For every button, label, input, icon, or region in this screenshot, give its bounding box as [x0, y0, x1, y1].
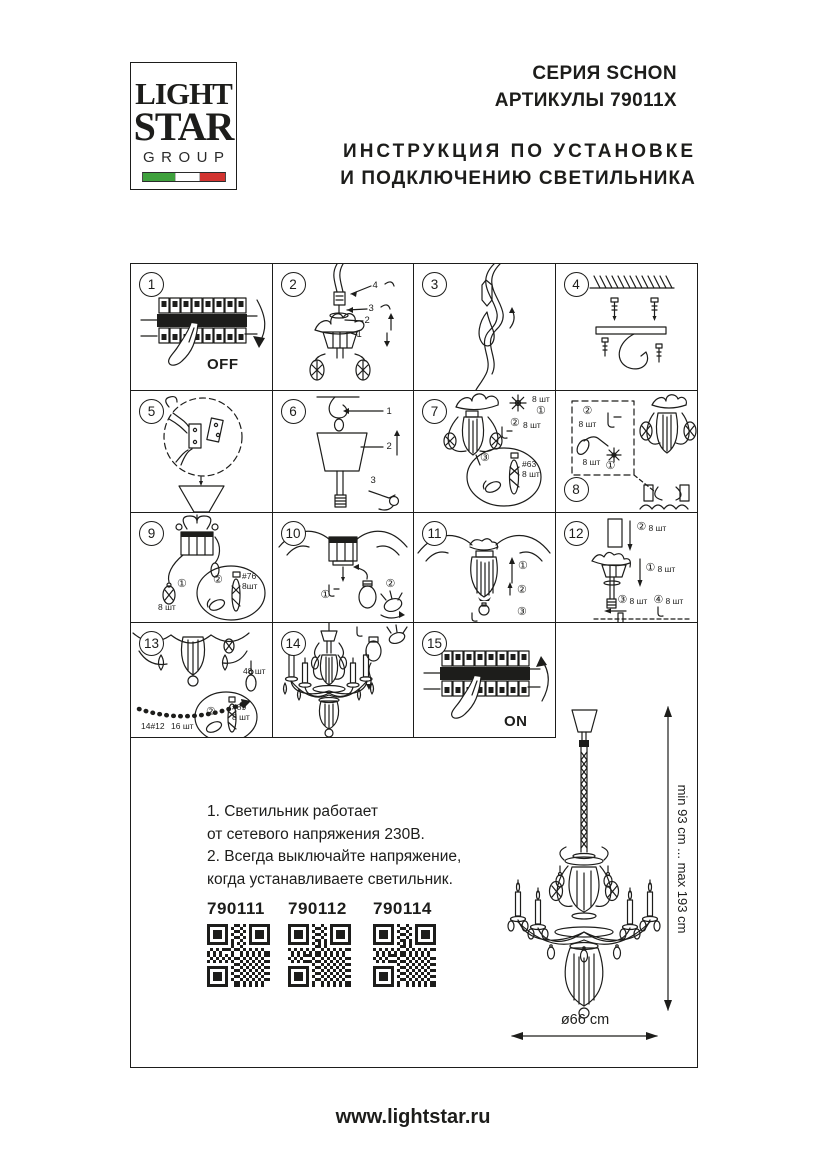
- qty-3-label: 8 шт: [522, 469, 540, 479]
- ref-1-circle: ①: [177, 578, 187, 590]
- logo-light-text: LIGHT: [135, 76, 232, 111]
- note-line-4: когда устанавливаете светильник.: [207, 870, 453, 888]
- hand-with-bulb-icon: [357, 625, 407, 690]
- step-5-number: 5: [139, 399, 164, 424]
- bulb-drawing: [353, 564, 376, 608]
- step-2-cell: [273, 264, 415, 391]
- qty-1-label: 8 шт: [582, 457, 601, 467]
- hand-turning-icon: [381, 591, 405, 618]
- italian-flag-icon: [142, 172, 226, 182]
- instruction-title-line1: ИНСТРУКЦИЯ ПО УСТАНОВКЕ: [343, 141, 696, 162]
- ref-1-circle: ①: [320, 589, 331, 601]
- part-89-label: #89: [232, 702, 247, 712]
- part-1-label: 1: [386, 406, 392, 417]
- qty-1-label: 8 шт: [657, 564, 676, 574]
- flag-white-band: [175, 173, 200, 181]
- chandelier-centerpiece-drawing: [640, 395, 696, 509]
- diameter-dimension-arrow: [511, 1032, 658, 1040]
- qty-2-label: 8 шт: [523, 420, 541, 430]
- logo-star-text: STAR: [133, 104, 234, 149]
- wiring-detail-magnifier: [164, 397, 242, 476]
- step-1-cell: [131, 264, 273, 391]
- lyre-body-drawing: [444, 394, 502, 455]
- step-2-number: 2: [281, 272, 306, 297]
- qty-2-label: 8 шт: [648, 523, 667, 533]
- starburst-icon: [510, 395, 526, 411]
- qty-2-label: 8шт: [242, 581, 258, 591]
- ribbed-vase-drawing: [418, 536, 550, 622]
- step-4-cell: [556, 264, 698, 391]
- flag-green-band: [143, 173, 175, 181]
- ceiling-hatch: [590, 276, 674, 288]
- candle-arm-1: [508, 880, 528, 931]
- ref-3-circle: ③: [517, 606, 527, 618]
- note-line-3: 2. Всегда выключайте напряжение,: [207, 848, 462, 865]
- ref-2-circle: ②: [213, 574, 223, 586]
- step-6-cell: [273, 391, 415, 513]
- article-790112: [288, 899, 358, 987]
- step-12-cell: [556, 513, 698, 623]
- step-8-number: 8: [564, 477, 589, 502]
- part-3-label: 3: [370, 475, 376, 486]
- ref-2-circle: ②: [582, 405, 593, 417]
- screws-and-bracket: [596, 298, 666, 369]
- candle-arm-3: [620, 888, 640, 939]
- step-1-number: 1: [139, 272, 164, 297]
- hook-screw-icon: [658, 607, 663, 616]
- step-5-cell: [131, 391, 273, 513]
- step-13-number: 13: [139, 631, 164, 656]
- step-9-cell: [131, 513, 273, 623]
- step-14-number: 14: [281, 631, 306, 656]
- qr-code: [288, 924, 351, 987]
- qr-code: [207, 924, 270, 987]
- direction-arrows: [508, 557, 516, 595]
- candle-arm-4: [640, 880, 660, 931]
- qty-4-label: 8 шт: [665, 596, 684, 606]
- ref-2-circle: ②: [636, 521, 647, 533]
- ref-2-circle: ②: [385, 578, 396, 590]
- flag-red-band: [200, 173, 225, 181]
- step-9-number: 9: [139, 521, 164, 546]
- ref-2-circle: ②: [517, 584, 527, 596]
- article-790114: [373, 899, 443, 987]
- ref-2-circle: ②: [206, 706, 216, 718]
- step-8-cell: [556, 391, 698, 513]
- pointing-hand-icon: [169, 323, 198, 365]
- ref-4-circle: ④: [653, 594, 664, 606]
- logo-group-text: GROUP: [142, 149, 231, 166]
- step-3-number: 3: [422, 272, 447, 297]
- ref-3-circle: ③: [617, 594, 628, 606]
- website-url: www.lightstar.ru: [335, 1106, 491, 1128]
- cable-with-link-drawing: [476, 264, 515, 390]
- step-13-cell: [131, 623, 273, 738]
- qty-1-label: 8 шт: [532, 394, 550, 404]
- canopy-cone-drawing: [179, 477, 224, 512]
- step-15-number: 15: [422, 631, 447, 656]
- chain-qty-label: 16 шт: [171, 721, 194, 731]
- article-790111: [207, 899, 277, 987]
- part-1-label: 1: [356, 329, 362, 340]
- ref-1-circle: ①: [536, 405, 546, 417]
- article-code: 790112: [288, 899, 347, 918]
- chandelier-drawing: [508, 710, 660, 1018]
- series-title: СЕРИЯ SCHON: [532, 63, 677, 84]
- article-code: 790114: [373, 899, 432, 918]
- pointing-hand-icon: [452, 676, 481, 718]
- part-2-label: 2: [364, 315, 370, 326]
- instruction-title-line2: И ПОДКЛЮЧЕНИЮ СВЕТИЛЬНИКА: [340, 168, 696, 189]
- part-63-label: #63: [522, 459, 537, 469]
- part-3-label: 3: [368, 303, 374, 314]
- step-14-cell: [273, 623, 415, 738]
- rotate-off-arrow-icon: [253, 300, 265, 348]
- instruction-title: [340, 138, 696, 192]
- step-3-cell: [414, 264, 556, 391]
- part-2-label: 2: [386, 441, 392, 452]
- qty-1-label: 8 шт: [158, 602, 176, 612]
- step-12-number: 12: [564, 521, 589, 546]
- step-7-cell: [414, 391, 556, 513]
- candle-arm-2: [528, 888, 548, 939]
- chain-part-label: 14#12: [141, 721, 165, 731]
- step-10-number: 10: [281, 521, 306, 546]
- series-block: [495, 60, 677, 114]
- safety-notes: [207, 801, 461, 891]
- part-4-label: 4: [372, 280, 378, 291]
- step-11-cell: [414, 513, 556, 623]
- height-dimension-label: min 93 cm ... max 193 cm: [675, 784, 690, 934]
- step-11-number: 11: [422, 521, 447, 546]
- on-label: ON: [504, 713, 528, 730]
- qty-3-label: 8 шт: [629, 596, 648, 606]
- ref-1-circle: ①: [518, 560, 528, 572]
- chandelier-top-drawing: [310, 264, 370, 380]
- ref-3-circle: ③: [480, 452, 490, 464]
- step-6-number: 6: [281, 399, 306, 424]
- hook-drawing: [619, 334, 647, 369]
- off-label: OFF: [207, 356, 239, 373]
- note-line-1: 1. Светильник работает: [207, 803, 378, 820]
- part-76-label: #76: [242, 571, 257, 581]
- diameter-dimension-label: ø66 cm: [560, 1012, 610, 1028]
- ref-1-circle: ①: [645, 562, 656, 574]
- note-line-2: от сетевого напряжения 230В.: [207, 825, 425, 843]
- lightstar-logo: [130, 62, 237, 190]
- qty-2-label: 8 шт: [232, 712, 250, 722]
- hook-screw-icon: [472, 613, 477, 621]
- article-code: 790111: [207, 899, 265, 918]
- ref-1-circle: ①: [605, 460, 616, 472]
- qr-code: [373, 924, 436, 987]
- qty-2-label: 8 шт: [578, 419, 597, 429]
- articles-title: АРТИКУЛЫ 79011X: [494, 90, 677, 111]
- step-10-cell: [273, 513, 415, 623]
- step-4-number: 4: [564, 272, 589, 297]
- step-7-number: 7: [422, 399, 447, 424]
- qty-48-label: 48 шт: [243, 666, 266, 676]
- height-dimension-arrow: [664, 706, 672, 1011]
- ref-2-circle: ②: [510, 417, 520, 429]
- chandelier-dimension-figure: [496, 680, 696, 1060]
